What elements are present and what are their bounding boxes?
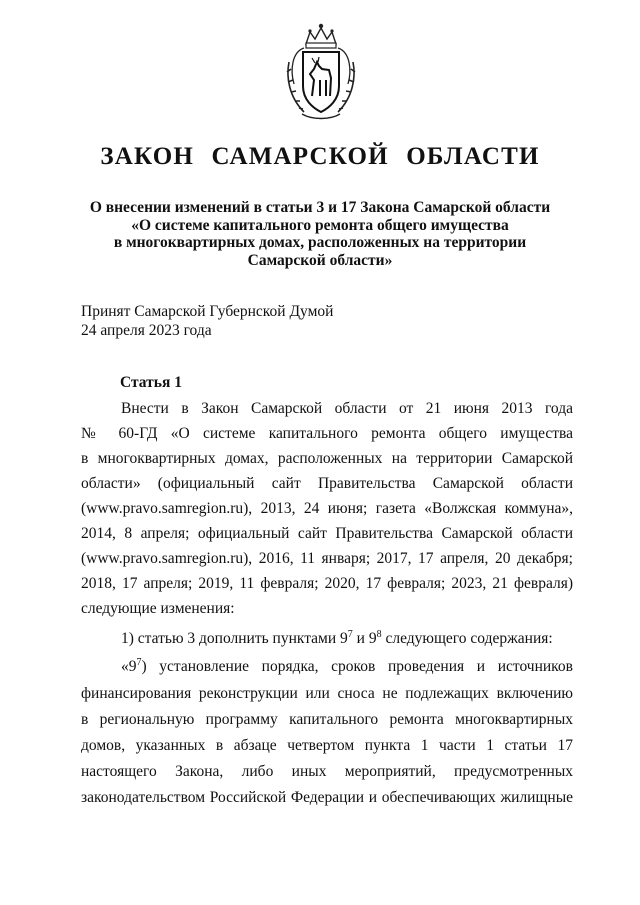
- body-line: 2014, 8 апреля; официальный сайт Правительства Самарской области: [81, 525, 573, 542]
- subtitle-line: О внесении изменений в статьи 3 и 17 Закона Самарской области: [89, 199, 551, 216]
- clause-number: «$9^7$: [121, 657, 142, 675]
- body-line: 2018, 17 апреля; 2019, 11 февраля; 2020, 17 февраля; 2023, 21 февраля): [81, 575, 573, 592]
- quoted-clause-start: [121, 658, 573, 678]
- item-text: и 9: [352, 630, 377, 647]
- article-body: [81, 400, 573, 840]
- item-text: следующего содержания:: [381, 630, 553, 647]
- quote-line: законодательством Российской Федерации и обеспечивающих жилищные: [81, 789, 573, 806]
- subtitle-line: «О системе капитального ремонта общего имущества: [131, 216, 509, 234]
- body-line: в многоквартирных домах, расположенных на территории Самарской: [81, 450, 573, 467]
- law-title: ЗАКОН САМАРСКОЙ ОБЛАСТИ: [100, 143, 540, 170]
- body-line: Внести в Закон Самарской области от 21 июня 2013 года: [121, 400, 573, 417]
- quote-line: домов, указанных в абзаце четвертом пункта 1 части 1 статьи 17: [81, 737, 573, 754]
- adoption-date: 24 апреля 2023 года: [81, 322, 212, 339]
- quote-line: финансирования реконструкции или сноса не подлежащих включению: [81, 685, 573, 702]
- adoption-body: Принят Самарской Губернской Думой: [81, 303, 334, 320]
- body-line: (www.pravo.samregion.ru), 2013, 24 июня; газета «Волжская коммуна»,: [81, 500, 573, 517]
- superscript: 7: [347, 629, 353, 640]
- subtitle-line: Самарской области»: [247, 251, 393, 269]
- quote-line: настоящего Закона, либо иных мероприятий, предусмотренных: [81, 763, 573, 780]
- adoption-info: [81, 302, 333, 340]
- coat-of-arms-emblem: [284, 22, 358, 122]
- item-text: 1) статью 3 дополнить пунктами 9: [121, 630, 348, 647]
- clause-text: ) установление порядка, сроков проведения и источников: [141, 658, 573, 675]
- law-subtitle: [70, 199, 570, 269]
- quote-line: в региональную программу капитального ремонта многоквартирных: [81, 711, 573, 728]
- article-heading: Статья 1: [120, 374, 182, 391]
- superscript: 8: [376, 629, 382, 640]
- amendment-item-1: [121, 630, 553, 650]
- body-line: следующие изменения:: [81, 600, 235, 617]
- body-line: области» (официальный сайт Правительства Самарской области: [81, 475, 573, 492]
- body-line: № 60-ГД «О системе капитального ремонта общего имущества: [81, 425, 573, 442]
- body-line: (www.pravo.samregion.ru), 2016, 11 января; 2017, 17 апреля, 20 декабря;: [81, 550, 573, 567]
- subtitle-line: в многоквартирных домах, расположенных на территории: [113, 234, 527, 251]
